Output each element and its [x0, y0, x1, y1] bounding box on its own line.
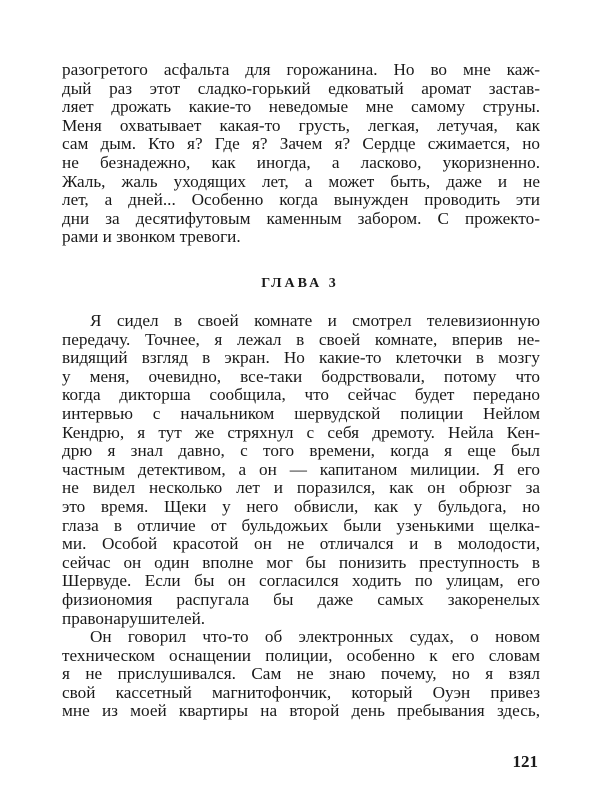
text-line: мне из моей квартиры на второй день пребывания здесь, — [62, 701, 540, 721]
text-line: сам дым. Кто я? Где я? Зачем я? Сердце сжимается, но — [62, 134, 540, 154]
text-line: передачу. Точнее, я лежал в своей комнате, вперив не- — [62, 329, 540, 349]
text-line: Я сидел в своей комнате и смотрел телевизионную — [90, 311, 540, 330]
text-line: ляет дрожать какие-то неведомые мне самому струны. — [62, 97, 540, 117]
text-line: Кендрю, я тут же стряхнул с себя дремоту. Нейла Кен- — [62, 422, 540, 442]
chapter-heading: ГЛАВА 3 — [261, 276, 339, 291]
text-line: дый раз этот сладко-горький едковатый аромат застав- — [62, 78, 540, 98]
text-line: Жаль, жаль уходящих лет, а может быть, даже и не — [62, 171, 540, 191]
text-line: сейчас он один вполне мог бы понизить преступность в — [62, 552, 540, 572]
text-line: Он говорил что-то об электронных судах, о новом — [90, 627, 540, 647]
text-line: когда дикторша сообщила, что сейчас будет передано — [62, 385, 540, 405]
text-line: ми. Особой красотой он не отличался и в молодости, — [62, 534, 540, 554]
text-line: не безнадежно, как иногда, а ласково, укоризненно. — [62, 152, 540, 172]
text-line: у меня, очевидно, все-таки бодрствовали, потому что — [62, 366, 540, 386]
text-line: не видел несколько лет и поразился, как он обрюзг за — [62, 478, 540, 498]
text-line: Шервуде. Если бы он согласился ходить по улицам, его — [62, 571, 540, 591]
page-number: 121 — [512, 752, 538, 771]
opening-paragraph — [62, 61, 540, 247]
chapter-body — [62, 312, 540, 721]
text-line: глаза в отличие от бульдожьих были узенькими щелка- — [62, 515, 540, 535]
text-line: свой кассетный магнитофончик, который Оуэн привез — [62, 682, 540, 702]
text-line: интервью с начальником шервудской полиции Нейлом — [62, 403, 540, 423]
text-line: видящий взгляд в экран. Но какие-то клеточки в мозгу — [62, 348, 540, 368]
text-line: частным детективом, а он — капитаном милиции. Я его — [62, 459, 540, 479]
text-line: дни за десятифутовым каменным забором. С прожекто- — [62, 208, 540, 228]
text-line: разогретого асфальта для горожанина. Но во мне каж- — [62, 60, 540, 79]
text-line: это время. Щеки у него обвисли, как у бульдога, но — [62, 496, 540, 516]
text-line: правонарушителей. — [62, 608, 206, 628]
text-line: физиономия распугала бы даже самых закоренелых — [62, 589, 540, 609]
text-line: я не прислушивался. Сам не знаю почему, но я взял — [62, 664, 540, 684]
text-line: дрю я знал давно, с того времени, когда я еще был — [62, 441, 540, 461]
text-line: Меня охватывает какая-то грусть, легкая, летучая, как — [62, 115, 540, 135]
text-line: техническом оснащении полиции, особенно к его словам — [62, 645, 540, 665]
text-line: лет, а дней... Особенно когда вынужден проводить эти — [62, 190, 540, 210]
text-line: рами и звонком тревоги. — [62, 227, 241, 247]
